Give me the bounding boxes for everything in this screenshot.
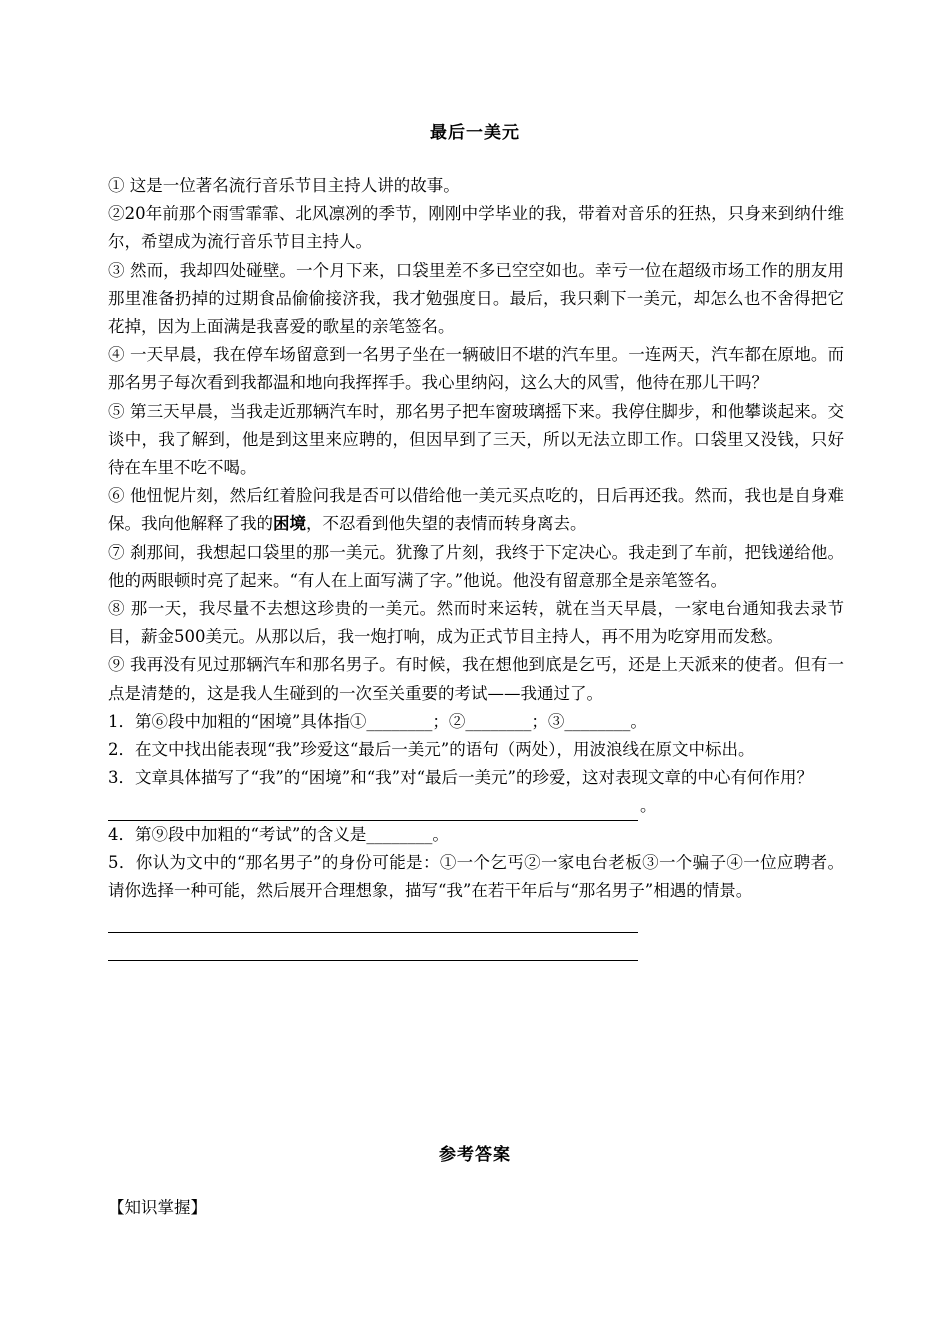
answer-line-end: 。 <box>640 796 657 816</box>
answer-line[interactable] <box>108 793 638 821</box>
question-5: 5．你认为文中的“那名男子”的身份可能是：①一个乞丐②一家电台老板③一个骗子④一位应聘者。请你选择一种可能，然后展开合理想象，描写“我”在若干年后与“那名男子”相遇的情景。 <box>108 852 844 901</box>
question-1: 1．第⑥段中加粗的“困境”具体指①________；②________；③________。 <box>108 711 647 731</box>
paragraph-4: ④ 一天早晨，我在停车场留意到一名男子坐在一辆破旧不堪的汽车里。一连两天，汽车都在原地。而那名男子每次看到我都温和地向我挥挥手。我心里纳闷，这么大的风雪，他待在那儿干吗？ <box>108 345 844 393</box>
question-4: 4．第⑨段中加粗的“考试”的含义是________。 <box>108 824 449 844</box>
question-3: 3．文章具体描写了“我”的“困境”和“我”对“最后一美元”的珍爱，这对表现文章的中心有何作用？ <box>108 768 813 788</box>
paragraph-3: ③ 然而，我却四处碰壁。一个月下来，口袋里差不多已空空如也。幸亏一位在超级市场工作的朋友用那里准备扔掉的过期食品偷偷接济我，我才勉强度日。最后，我只剩下一美元，却怎么也不舍得把它花掉，因为上面满是我喜爱的歌星的亲笔签名。 <box>108 260 844 337</box>
paragraph-1: ① 这是一位著名流行音乐节目主持人讲的故事。 <box>108 176 460 195</box>
paragraph-7: ⑦ 刹那间，我想起口袋里的那一美元。犹豫了片刻，我终于下定决心。我走到了车前，把钱递给他。他的两眼顿时亮了起来。“有人在上面写满了字。”他说。他没有留意那全是亲笔签名。 <box>108 542 844 590</box>
question-3-answer-area <box>108 792 844 820</box>
article-title: 最后一美元 <box>430 123 520 143</box>
paragraph-8: ⑧ 那一天，我尽量不去想这珍贵的一美元。然而时来运转，就在当天早晨，一家电台通知我去录节目，薪金500美元。从那以后，我一炮打响，成为正式节目主持人，再不用为吃穿用而发愁。 <box>108 599 844 647</box>
paragraph-9: ⑨ 我再没有见过那辆汽车和那名男子。有时候，我在想他到底是乞丐，还是上天派来的使者。但有一点是清楚的，这是我人生碰到的一次至关重要的考试——我通过了。 <box>108 655 844 703</box>
paragraph-2: ②20年前那个雨雪霏霏、北风凛冽的季节，刚刚中学毕业的我，带着对音乐的狂热，只身来到纳什维尔，希望成为流行音乐节目主持人。 <box>108 204 844 252</box>
answer-section-title: 参考答案 <box>439 1145 511 1165</box>
question-2: 2．在文中找出能表现“我”珍爱这“最后一美元”的语句（两处），用波浪线在原文中标出。 <box>108 740 755 760</box>
answer-line[interactable] <box>108 933 638 961</box>
paragraph-5: ⑤ 第三天早晨，当我走近那辆汽车时，那名男子把车窗玻璃摇下来。我停住脚步，和他攀谈起来。交谈中，我了解到，他是到这里来应聘的，但因早到了三天，所以无法立即工作。口袋里又没钱，只好待在车里不吃不喝。 <box>108 401 844 478</box>
article-body <box>108 172 844 961</box>
paragraph-6-after: ，不忍看到他失望的表情而转身离去。 <box>306 514 587 534</box>
paragraph-6-before: ⑥ 他忸怩片刻，然后红着脸问我是否可以借给他一美元买点吃的，日后再还我。然而，我也是自身难保。我向他解释了我的 <box>108 486 844 534</box>
knowledge-section-label: 【知识掌握】 <box>108 1198 207 1217</box>
paragraph-6 <box>108 482 844 538</box>
answer-line[interactable] <box>108 905 638 933</box>
bold-keyword-kunjing: 困境 <box>273 514 306 534</box>
